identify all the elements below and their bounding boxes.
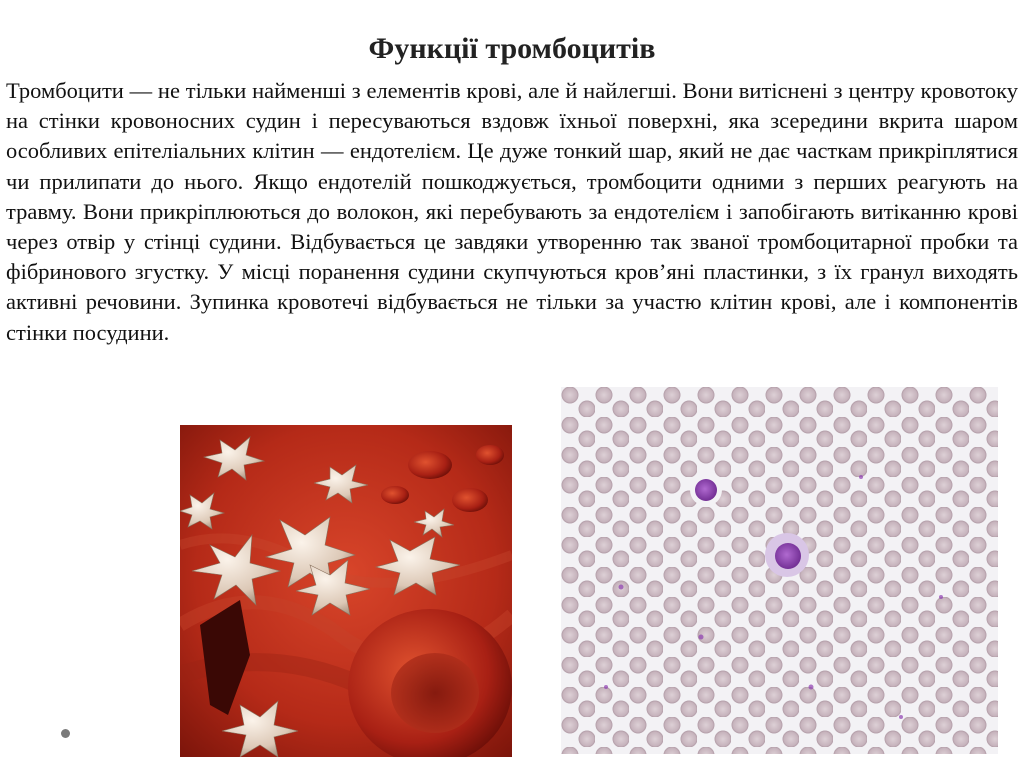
bullet-dot [61, 729, 70, 738]
platelets-3d-illustration [180, 425, 512, 757]
slide-title: Функції тромбоцитів [368, 32, 656, 65]
blood-smear-micrograph [561, 387, 998, 754]
slide-body-text: Тромбоцити — не тільки найменші з елементів крові, але й найлегші. Вони витіснені з центру кровотоку на стінки кровоносних судин і пересуваються вздовж їхньої поверхні, яка зсередини вкрита шаром особливих епітеліальних клітин — ендотелієм. Це дуже тонкий шар, який не дає часткам прикріплятися чи прилипати до нього. Якщо ендотелій пошкоджується, тромбоцити одними з перших реагують на травму. Вони прикріплюються до волокон, які перебувають за ендотелієм і запобігають витіканню крові через отвір у стінці судини. Відбувається це завдяки утворенню так званої тромбоцитарної пробки та фібринового згустку. У місці поранення судини скупчуються кров’яні пластинки, з їх гранул виходять активні речовини. Зупинка кровотечі відбувається не тільки за участю клітин крові, але і компонентів стінки посудини. [6, 78, 1018, 345]
